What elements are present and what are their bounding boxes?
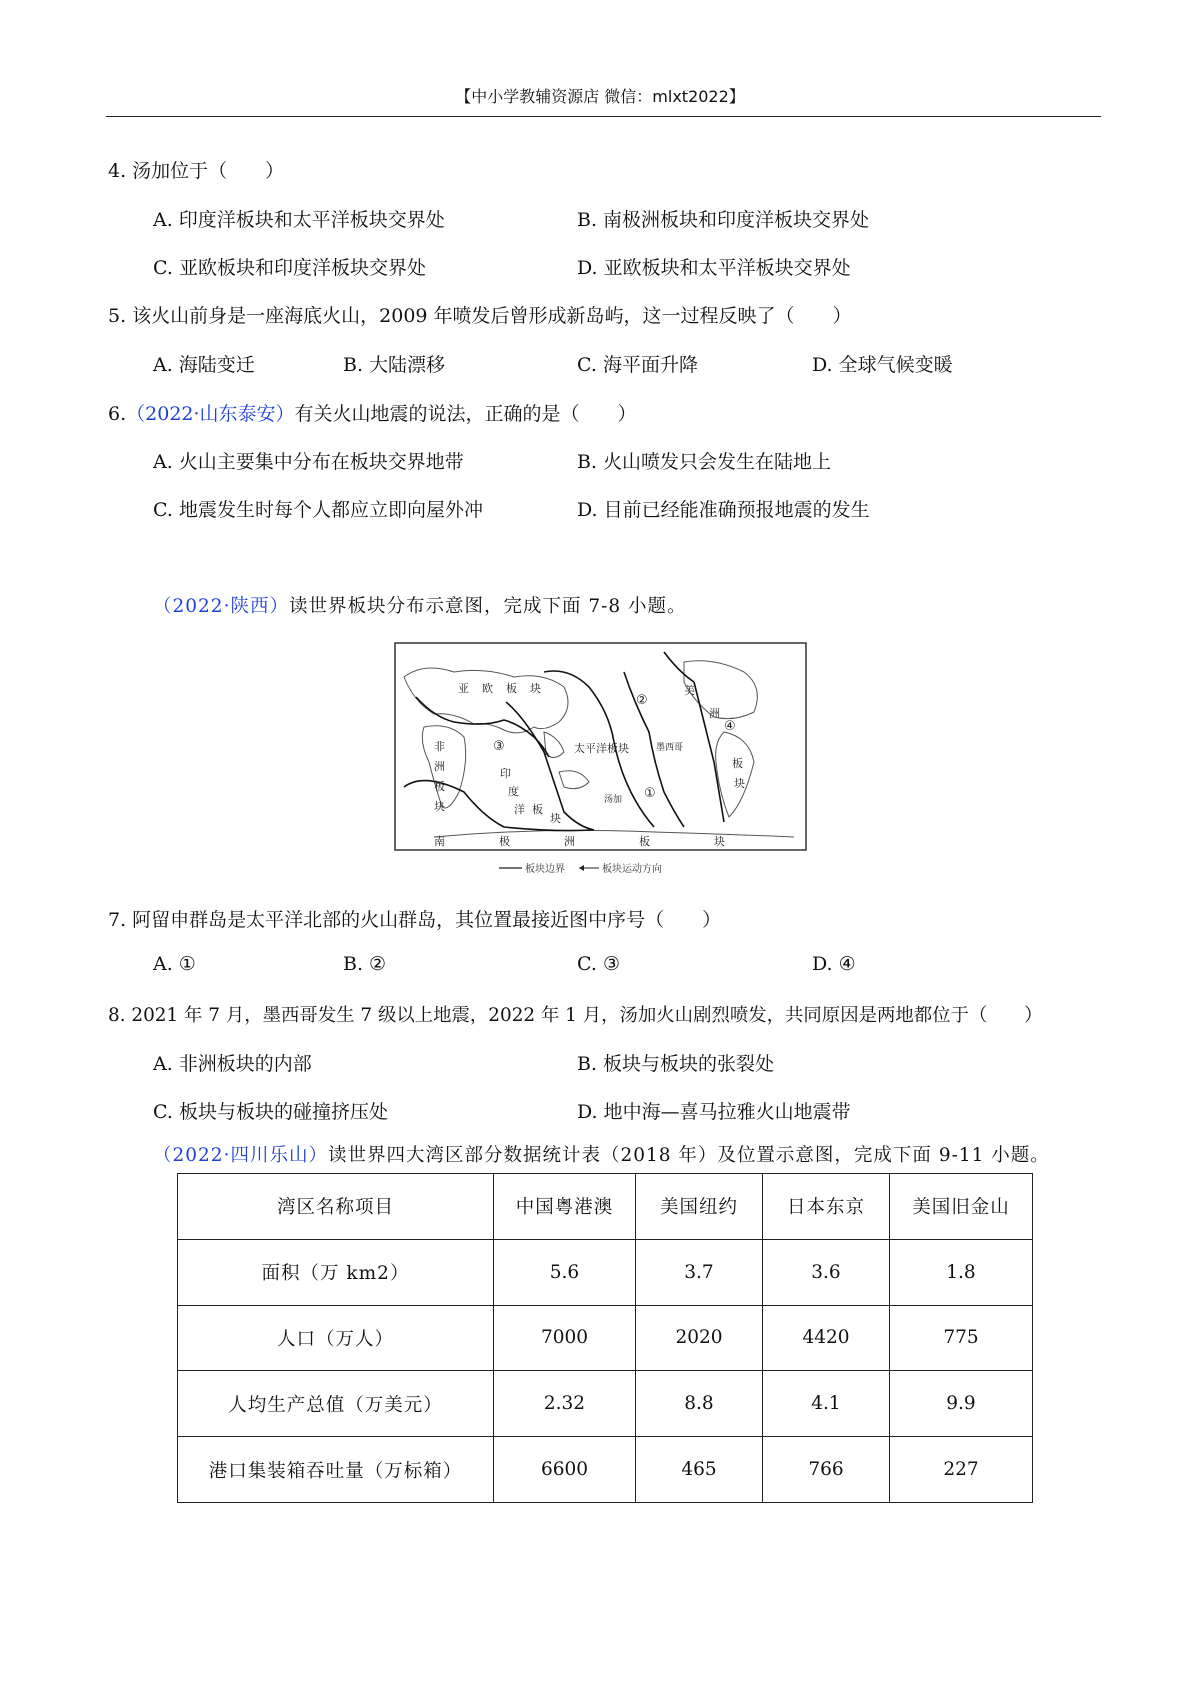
q5-option-d: D. 全球气候变暖 (812, 354, 953, 376)
q6-option-a: A. 火山主要集中分布在板块交界地带 (153, 451, 464, 473)
map-label-africa-1: 非 (434, 740, 445, 753)
table-cell: 8.8 (636, 1371, 763, 1437)
table-header-row (178, 1174, 1033, 1240)
table-row (178, 1305, 1033, 1371)
q4-option-a: A. 印度洋板块和太平洋板块交界处 (153, 209, 445, 231)
map-label-africa-2: 洲 (434, 760, 445, 773)
table-header-cell: 中国粤港澳 (494, 1174, 636, 1240)
intro-9-11-text: 读世界四大湾区部分数据统计表（2018 年）及位置示意图，完成下面 9-11 小题。 (327, 1145, 1050, 1166)
map-label-indo-4: 板 (532, 803, 543, 816)
map-label-america-3: 板 (732, 757, 743, 770)
table-cell: 4420 (763, 1305, 890, 1371)
table-header-cell: 湾区名称项目 (178, 1174, 494, 1240)
map-label-antarctic-1: 南 (434, 835, 445, 848)
map-label-indo-1: 印 (500, 767, 511, 780)
table-row-label: 港口集装箱吞吐量（万标箱） (178, 1437, 494, 1503)
table-cell: 6600 (494, 1437, 636, 1503)
q6-option-b: B. 火山喷发只会发生在陆地上 (577, 451, 832, 473)
table-header-cell: 美国纽约 (636, 1174, 763, 1240)
map-marker-1: ① (644, 786, 656, 801)
header-divider (106, 116, 1101, 117)
intro-9-11-source: （2022·四川乐山） (153, 1145, 328, 1166)
table-cell: 766 (763, 1437, 890, 1503)
question-6-stem (108, 399, 637, 426)
intro-7-8 (153, 592, 687, 618)
map-label-indo-2: 度 (508, 785, 519, 798)
map-label-eurasia-4: 块 (530, 682, 541, 695)
table-row-label: 人口（万人） (178, 1305, 494, 1371)
map-label-america-4: 块 (734, 777, 745, 790)
legend-motion: 板块运动方向 (602, 864, 662, 875)
map-label-eurasia-1: 亚 (458, 682, 469, 695)
q7-option-d: D. ④ (812, 953, 856, 975)
table-cell: 5.6 (494, 1239, 636, 1305)
q8-option-a: A. 非洲板块的内部 (153, 1053, 312, 1075)
table-cell: 7000 (494, 1305, 636, 1371)
table-row (178, 1437, 1033, 1503)
table-row (178, 1239, 1033, 1305)
q5-option-a: A. 海陆变迁 (153, 354, 255, 376)
q4-option-d: D. 亚欧板块和太平洋板块交界处 (577, 257, 851, 279)
q6-text: 有关火山地震的说法，正确的是（ ） (294, 403, 637, 425)
table-cell: 9.9 (890, 1371, 1033, 1437)
map-label-indo-3: 洋 (514, 803, 525, 816)
table-cell: 227 (890, 1437, 1033, 1503)
map-label-antarctic-3: 洲 (564, 835, 575, 848)
q7-option-c: C. ③ (577, 953, 620, 975)
q8-option-b: B. 板块与板块的张裂处 (577, 1053, 775, 1075)
map-label-america-1: 美 (684, 684, 695, 697)
table-cell: 3.7 (636, 1239, 763, 1305)
q6-option-c: C. 地震发生时每个人都应立即向屋外冲 (153, 499, 483, 521)
legend-boundary: 板块边界 (525, 864, 565, 875)
map-label-antarctic-5: 块 (714, 835, 725, 848)
table-cell: 4.1 (763, 1371, 890, 1437)
table-cell: 2020 (636, 1305, 763, 1371)
table-cell: 3.6 (763, 1239, 890, 1305)
map-label-africa-4: 块 (434, 800, 445, 813)
question-4-stem: 4. 汤加位于（ ） (108, 160, 285, 182)
table-cell: 775 (890, 1305, 1033, 1371)
map-label-indo-5: 块 (550, 812, 561, 825)
q7-option-a: A. ① (153, 953, 196, 975)
q5-option-b: B. 大陆漂移 (343, 354, 446, 376)
table-row-label: 面积（万 km2） (178, 1239, 494, 1305)
q5-option-c: C. 海平面升降 (577, 354, 698, 376)
q6-option-d: D. 目前已经能准确预报地震的发生 (577, 499, 870, 521)
table-header-cell: 美国旧金山 (890, 1174, 1033, 1240)
map-label-mexico: 墨西哥 (656, 743, 684, 753)
table-row (178, 1371, 1033, 1437)
question-7-stem: 7. 阿留申群岛是太平洋北部的火山群岛，其位置最接近图中序号（ ） (108, 909, 722, 931)
map-label-eurasia-2: 欧 (482, 682, 493, 695)
q8-option-d: D. 地中海—喜马拉雅火山地震带 (577, 1101, 851, 1123)
table-cell: 2.32 (494, 1371, 636, 1437)
map-label-antarctic-4: 板 (639, 835, 650, 848)
map-label-africa-3: 板 (434, 780, 445, 793)
intro-7-8-source: （2022·陕西） (153, 596, 289, 617)
map-label-tonga: 汤加 (604, 795, 623, 805)
bay-area-table (177, 1173, 1033, 1503)
intro-7-8-text: 读世界板块分布示意图，完成下面 7-8 小题。 (288, 596, 687, 617)
table-cell: 465 (636, 1437, 763, 1503)
q6-number: 6. (108, 403, 127, 425)
table-cell: 1.8 (890, 1239, 1033, 1305)
q4-option-c: C. 亚欧板块和印度洋板块交界处 (153, 257, 426, 279)
table-row-label: 人均生产总值（万美元） (178, 1371, 494, 1437)
q4-option-b: B. 南极洲板块和印度洋板块交界处 (577, 209, 870, 231)
map-marker-3: ③ (493, 739, 505, 754)
q7-option-b: B. ② (343, 953, 387, 975)
map-label-antarctic-2: 极 (499, 835, 510, 848)
plate-map (394, 642, 807, 882)
q6-source: （2022·山东泰安） (126, 403, 295, 425)
map-label-eurasia-3: 板 (506, 682, 517, 695)
question-5-stem: 5. 该火山前身是一座海底火山，2009 年喷发后曾形成新岛屿，这一过程反映了（ ） (108, 305, 852, 327)
page-header: 【中小学教辅资源店 微信：mlxt2022】 (455, 87, 745, 106)
q8-option-c: C. 板块与板块的碰撞挤压处 (153, 1101, 388, 1123)
map-marker-4: ④ (724, 719, 736, 734)
intro-9-11 (153, 1141, 1050, 1167)
map-label-pacific: 太平洋板块 (574, 742, 629, 755)
map-marker-2: ② (636, 693, 648, 708)
table-header-cell: 日本东京 (763, 1174, 890, 1240)
question-8-stem: 8. 2021 年 7 月，墨西哥发生 7 级以上地震，2022 年 1 月，汤加火山剧烈喷发，共同原因是两地都位于（ ） (108, 1005, 1043, 1026)
map-label-america-2: 洲 (709, 707, 720, 720)
